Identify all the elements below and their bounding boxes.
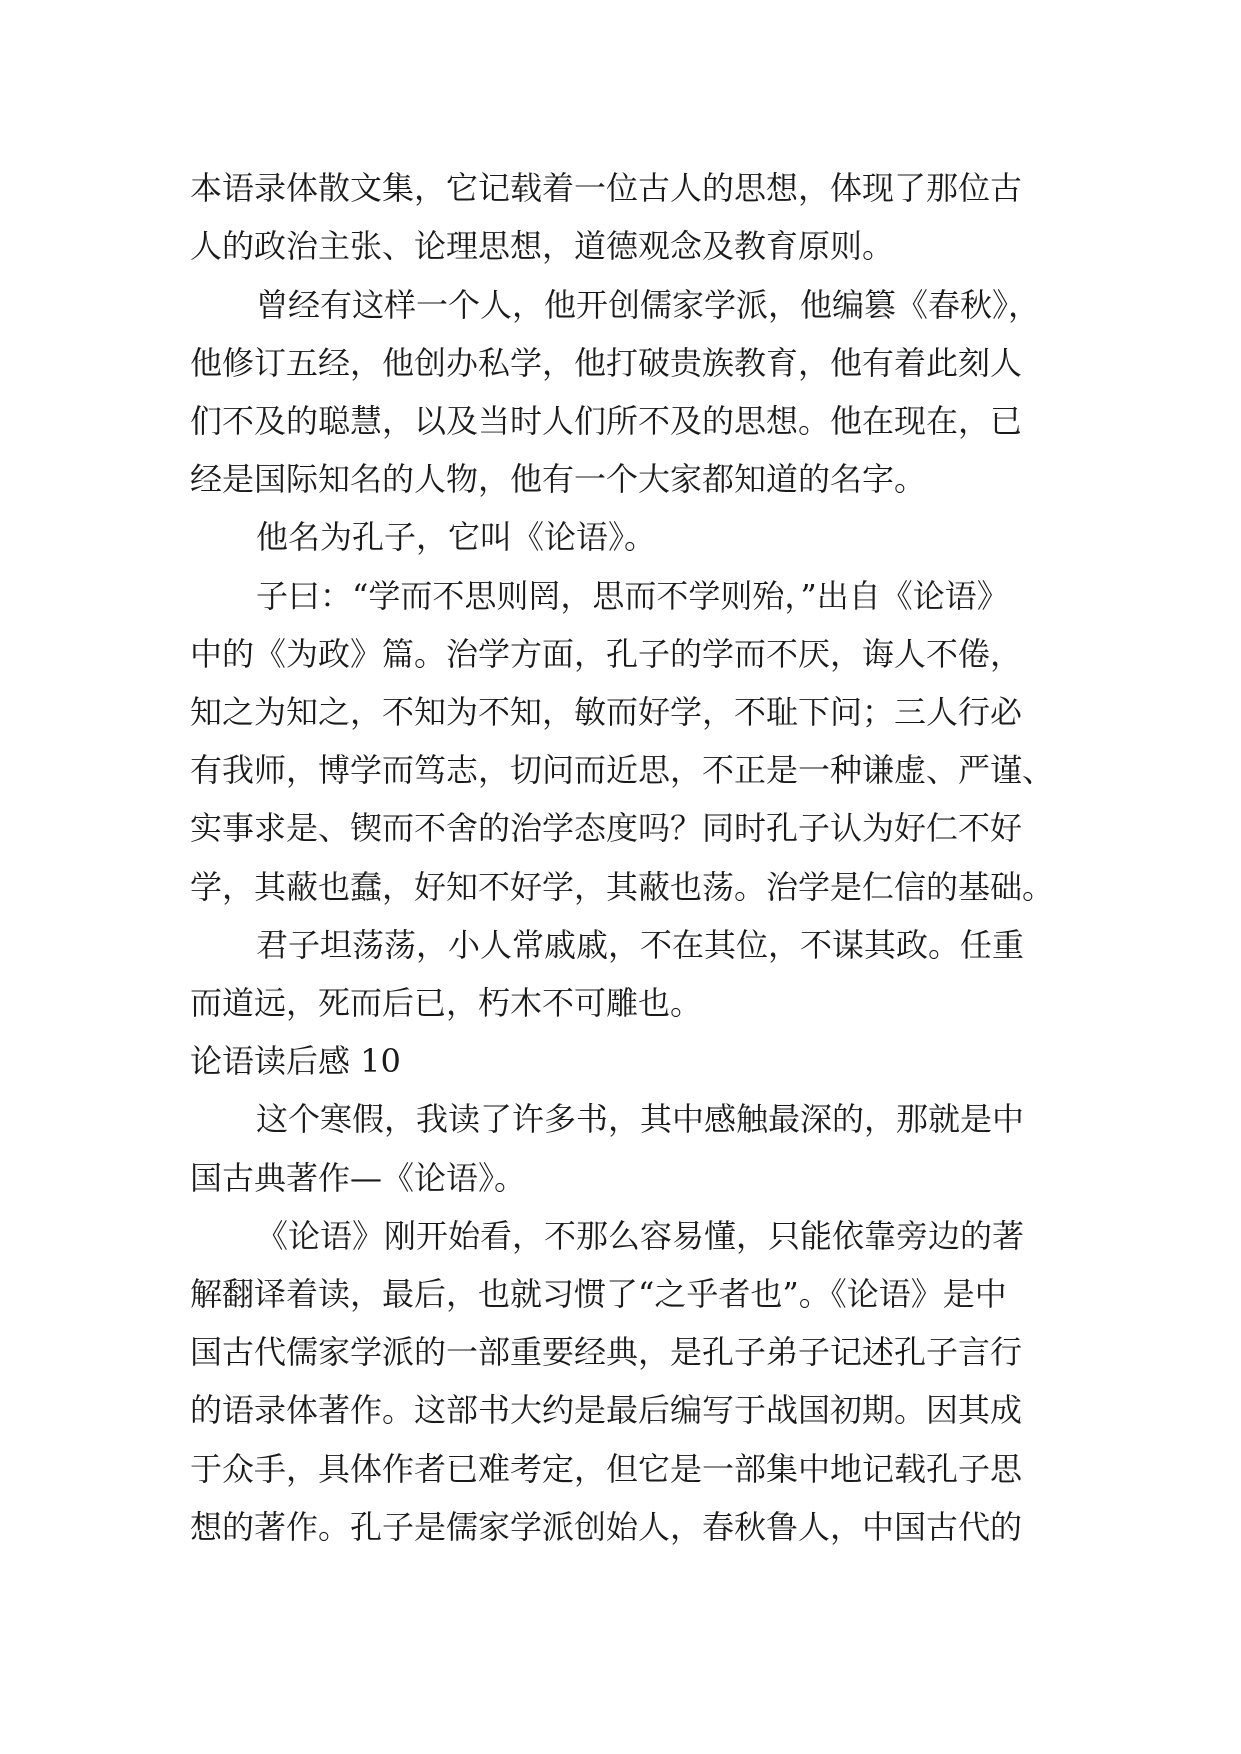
text-line-11: 有我师，博学而笃志，切问而近思，不正是一种谦虚、严谨、 — [190, 751, 1055, 789]
text-line-4: 他修订五经，他创办私学，他打破贵族教育，他有着此刻人 — [190, 344, 1023, 382]
paragraph-start-line-14: 君子坦荡荡，小人常戚戚，不在其位，不谋其政。任重 — [256, 926, 1025, 964]
text-line-21: 国古代儒家学派的一部重要经典，是孔子弟子记述孔子言行 — [190, 1333, 1023, 1371]
text-line-10: 知之为知之，不知为不知，敏而好学，不耻下问；三人行必 — [190, 693, 1023, 731]
paragraph-start-line-7: 他名为孔子，它叫《论语》。 — [256, 518, 657, 556]
paragraph-start-line-8: 子曰：“学而不思则罔，思而不学则殆，”出自《论语》 — [256, 577, 1009, 615]
text-line-6: 经是国际知名的人物，他有一个大家都知道的名字。 — [190, 460, 927, 498]
section-heading: 论语读后感 10 — [190, 1042, 401, 1080]
text-line-23: 于众手，具体作者已难考定，但它是一部集中地记载孔子思 — [190, 1450, 1023, 1488]
paragraph-start-line-19: 《论语》刚开始看，不那么容易懂，只能依靠旁边的著 — [256, 1217, 1025, 1255]
text-line-18: 国古典著作—《论语》。 — [190, 1159, 527, 1197]
text-line-15: 而道远，死而后已，朽木不可雕也。 — [190, 984, 703, 1022]
text-line-20: 解翻译着读，最后，也就习惯了“之乎者也”。《论语》是中 — [190, 1275, 1007, 1313]
text-line-12: 实事求是、锲而不舍的治学态度吗？同时孔子认为好仁不好 — [190, 809, 1023, 847]
paragraph-start-line-3: 曾经有这样一个人，他开创儒家学派，他编篡《春秋》， — [256, 286, 1041, 324]
text-line-9: 中的《为政》篇。治学方面，孔子的学而不厌，诲人不倦， — [190, 635, 1023, 673]
text-line-2: 人的政治主张、论理思想，道德观念及教育原则。 — [190, 227, 895, 265]
paragraph-start-line-17: 这个寒假，我读了许多书，其中感触最深的，那就是中 — [256, 1100, 1025, 1138]
text-line-13: 学，其蔽也蠢，好知不好学，其蔽也荡。治学是仁信的基础。 — [190, 868, 1055, 906]
text-line-24: 想的著作。孔子是儒家学派创始人，春秋鲁人，中国古代的 — [190, 1508, 1023, 1546]
text-line-22: 的语录体著作。这部书大约是最后编写于战国初期。因其成 — [190, 1391, 1023, 1429]
text-line-5: 们不及的聪慧，以及当时人们所不及的思想。他在现在，已 — [190, 402, 1023, 440]
text-line-1: 本语录体散文集，它记载着一位古人的思想，体现了那位古 — [190, 169, 1023, 207]
